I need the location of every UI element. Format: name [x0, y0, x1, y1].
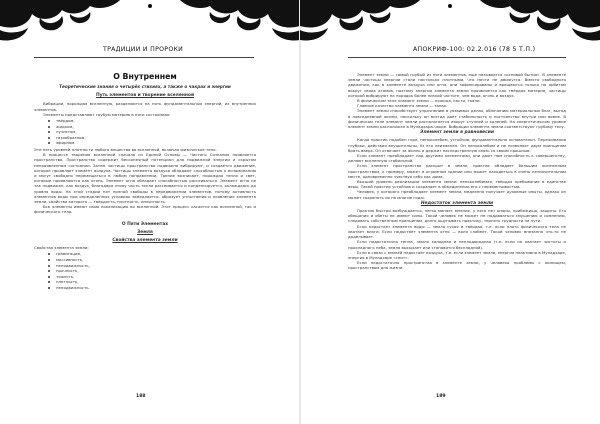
page-number: 188 [136, 394, 146, 399]
paragraph: Вибрации, порождая вселенную, разделяются на пять фундаментальных энергий, их внутренних элементов. [34, 101, 256, 112]
italic-heading: Недостаток элемента земли [420, 200, 494, 206]
list-item: жидком, [56, 124, 256, 130]
paragraph: Если недостаточно тепла, земля холодная и неплодородная (т.е. если не хватает чистоты и прохладного неба, земля высыхает или становится бесплодной). [348, 239, 566, 250]
right-page [300, 0, 600, 424]
list-item: неподвижность, [56, 263, 256, 269]
list-item: гравитация, [56, 251, 256, 257]
paragraph: Если элемент преобладает над другими элементами, они дают нам способность к совершенству, делают вселенную стабильной. [348, 153, 566, 164]
paragraph: Если недостаточно пространства в элементе земли, у человека проблемы с жилищем, пространством для жизни. [348, 260, 566, 271]
paragraph: Элемент земли — самый грубый из пяти элементов, ещё называется «основой бытия». В элементе земли частицы энергии стали настолько плотными, что почти не движутся. Вместо свободного движения, как в элементе воздуха или огня, они зафиксированы и вращаются только по орбитам вокруг своих атомов, поэтому энергия элемента земли проявляется как твёрдая материя, частицы которой вибрируют на порядок более низкой частоте, чем вода, огонь и воздух. [348, 72, 566, 98]
section-heading-2: О Пяти Элементах [121, 221, 169, 227]
paragraph: Эти пять уровней плотности любого вещества во вселенной, включая физическое тело. [34, 146, 217, 152]
italic-heading: Элемент земли в равновесии [420, 130, 494, 136]
paragraph: В физическом теле элемент земли — кожица, кости, ткани. [357, 98, 481, 104]
paragraph: Главное качество элемента земли — запах. [357, 103, 448, 109]
list-item: массивность, [56, 257, 256, 263]
page-number: 189 [436, 394, 446, 399]
paragraph: В процессе творения вселенной сначала из Единой Основы — Чистого Сознания появляется пространство. Пространство содержит бесконечный потенциал для подвижной энергии и скрытом непроявленном состоянии. Затем частицы пространства подвижно вибрируют, и создаётся движение, которое проявляет элемент воздуха. Частицы элемента воздуха обладают способностью к вспоминанию и могут свободно перемещаться в любом направлении. Трение возникает, порождая тепло и свет, которые проявляются как огонь. Элемент огня обладает способностью рассеиваться. Элемент огня не так подвижен, как воздух, благодаря этому часть тепла рассеивается и конденсируется, охлаждаясь до уровня воды. На этой стадии нет полной свободы в передвижении элементов, потому активность элементов воды при определённых условиях замедляется, образует уплотнения и появление элемента земли, свойства которого — твёрдость, плотность, инертность. [34, 152, 256, 205]
header-rule [348, 57, 566, 58]
paragraph: Элемент земли способствует упрочнению в уязвимых делах, облечению материальных благ, выгод в повседневной жизни, поскольку он всегда даёт стабильность и постоянство внутри или вовне. В физическом теле элемент земли располагается вокруг ступней и коленей. На энергетическом уровне элемент земли расположен в Муладхара-чакре. Вибрации элемента земли соответствуют грубому телу. [348, 108, 566, 130]
list-item: неподвижность. [56, 285, 256, 291]
italic-heading: Свойства элемента земли [112, 238, 178, 244]
list-item: тяжесть, [56, 274, 256, 280]
section-heading: Путь элементов и творение вселенной [95, 93, 195, 99]
paragraph: Если элемент пространства раскрыт в земле, практик обладает большим жизненным пространством, к примеру, может в огромном здании или может находиться в очень незначительном месте, одновременно чувствуя себя как дома. [348, 163, 566, 179]
subsection-heading: Земля [137, 229, 153, 235]
right-text-body [348, 72, 566, 271]
list-item: прочность, [56, 268, 256, 274]
paragraph: Если в связи с землёй недостаёт воздуха, т.е. если элемент земли, энергия неактивна в Муладхаре, энергия в Муладхаре «спит». [348, 249, 566, 260]
paragraph: Человек, у которого преобладает элемент земли, медленно получает духовные опыты, однако он может сохранять их на многие годы. [348, 189, 566, 200]
paragraph: Элементы представляют грубую материю в пяти состояниях: [43, 111, 171, 117]
running-header: АПОКРИФ-100: 02.2.016 (78 5 Т.П.) [413, 46, 536, 53]
paragraph: Практик быстро возбуждается, легко меняет мнение, у него нет опоры, прибежища, защиты. Его обещания и обеты не имеют силы. Такой человек не может не поддаваться смущению и сомнению, следовать собственным принципам, долго ощупывать практику, терпеть трудности на пути. [348, 208, 566, 224]
header-rule [34, 57, 254, 58]
list-item: твёрдом, [56, 118, 256, 124]
running-header: ТРАДИЦИИ И ПРОРОКИ [103, 46, 184, 53]
left-ornament-graphic [0, 0, 300, 70]
properties-list [34, 251, 256, 290]
left-text-body [34, 72, 256, 292]
states-list [34, 118, 256, 146]
paragraph: Высший уровень реализации элемента земли: непоколебимая, твёрдая пребывание в единстве веры. Такой практик устойчив и сохраняет в объединении его с переменчивостью. [348, 179, 566, 190]
right-ornament-graphic [300, 0, 600, 70]
list-item: лучистом, [56, 129, 256, 135]
paragraph: Если недостаёт элемента воды — земля сухая и твёрдая, т.е. если плоть физического тела не хватает влаги. Если недостаёт элемента огня — воля слабеет. Такой человек внезапно что-то не доделывает. [348, 223, 566, 240]
chapter-subtitle: Теоретические знания о четырёх стихиях, а также о чакрах и энергии [59, 84, 231, 89]
paragraph: Свойства элемента земли: [34, 245, 89, 251]
chapter-title: О Внутреннем [113, 72, 177, 81]
list-item: эфирном. [56, 140, 256, 146]
paragraph: Все элементы имеют свою локализацию во вселенной. Этот процесс касается как вселенной, так и физического тела. [34, 204, 256, 215]
list-item: плотность, [56, 279, 256, 285]
paragraph: Когда практик подобен горе, непоколебим, устойчив, фундаментально основательн. Переживания глубоки, действия внушительны. Уэ его неизменен. Он непоколебим и не позволяет двум принципам брать вверх. Он отвечает за жизнь и держит наследственную связь со своим прошлым. [348, 137, 566, 153]
list-item: газообразном, [56, 135, 256, 141]
